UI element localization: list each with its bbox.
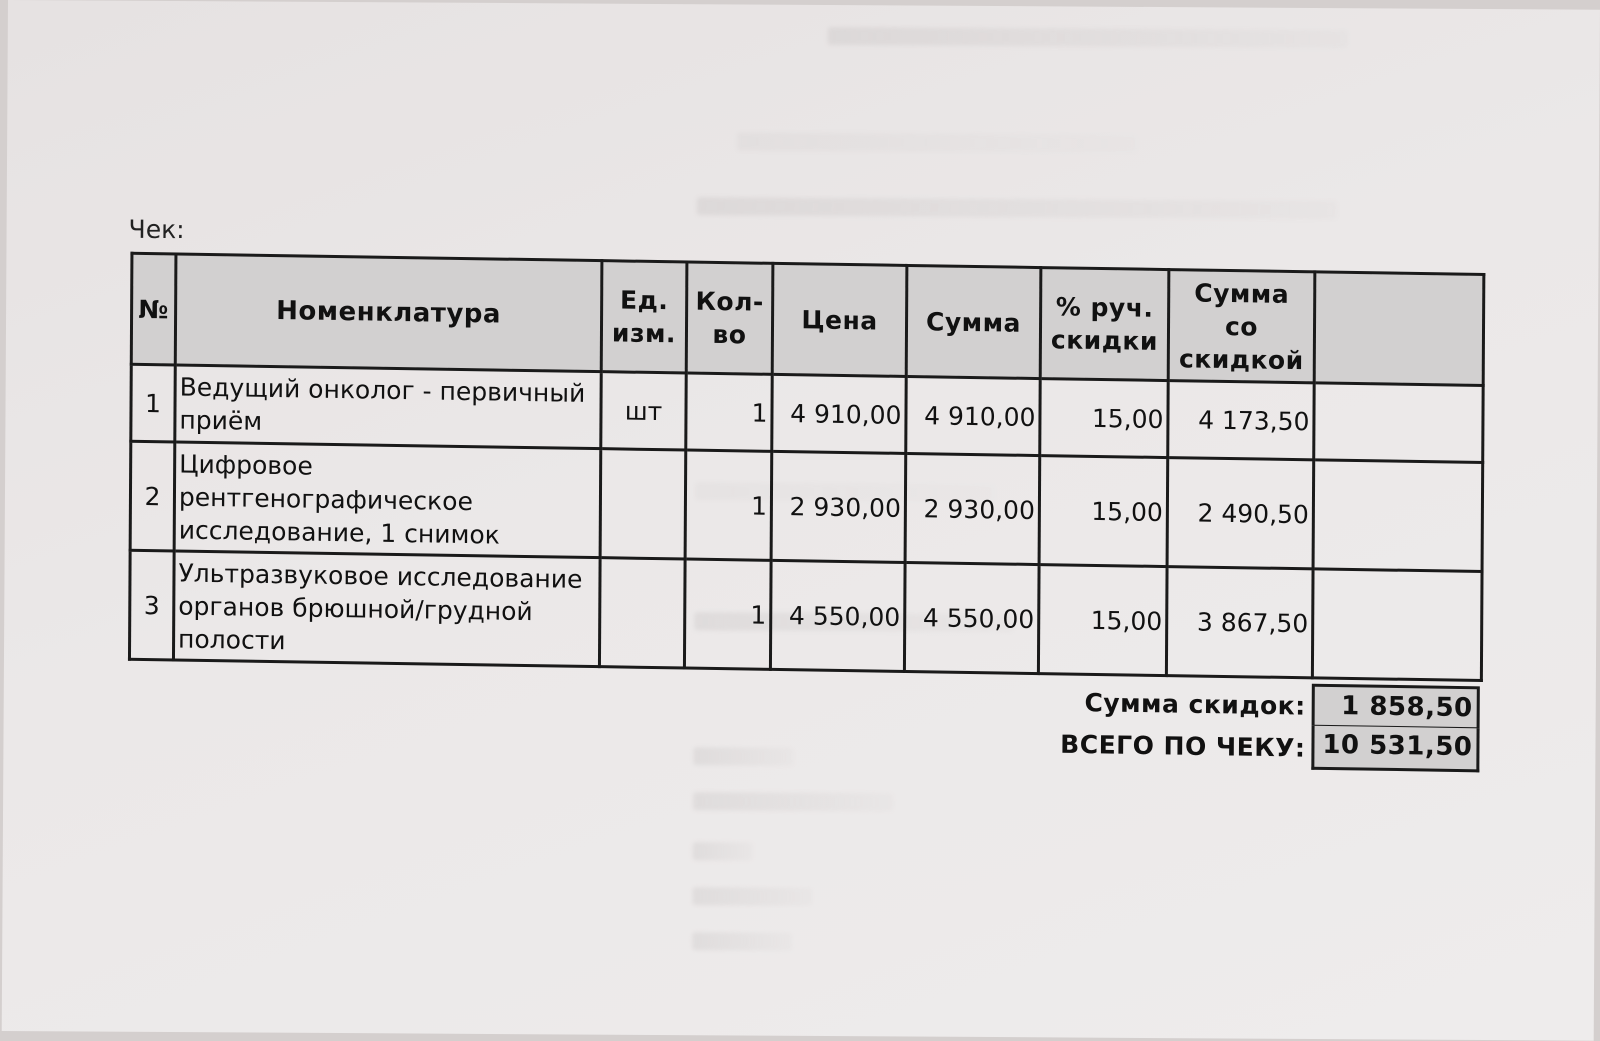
row-price: 4 910,00 [772,374,906,453]
row-qty: 1 [686,373,772,451]
table-header-row [131,253,1484,385]
paper-sheet [2,0,1600,1041]
header-unit [601,261,687,373]
row-total: 3 867,50 [1166,567,1313,678]
row-name: Ультразвуковое исследование органов брюшной/грудной полости [173,551,600,667]
totals-block [923,679,1479,772]
header-discount-line1: % руч. [1055,292,1154,323]
row-num: 3 [129,550,174,660]
row-price: 4 550,00 [770,560,905,671]
row-discount: 15,00 [1039,456,1168,567]
header-unit-line1: Ед. [619,285,669,316]
header-qty-line2: во [712,319,747,350]
row-extra [1312,569,1482,681]
receipt-table [128,252,1485,682]
grand-total-label: ВСЕГО ПО ЧЕКУ: [1060,729,1306,763]
header-qty [686,262,773,374]
header-extra [1314,272,1484,386]
row-sum: 4 910,00 [906,376,1040,455]
discount-total-label: Сумма скидок: [1084,687,1306,721]
row-discount: 15,00 [1038,565,1167,676]
row-total: 2 490,50 [1167,458,1314,569]
header-total-line3: скидкой [1178,343,1304,375]
row-name: Ведущий онколог - первичный приём [175,365,601,449]
row-name: Цифровое рентгенографическое исследование, 1 снимок [174,442,601,558]
row-unit [600,449,686,559]
header-qty-line1: Кол- [695,286,764,317]
receipt-caption: Чек: [128,214,185,245]
row-extra [1313,460,1483,572]
header-unit-line2: изм. [611,318,677,349]
row-sum: 2 930,00 [905,453,1040,564]
table-row [129,550,1482,680]
header-price: Цена [772,263,907,376]
row-num: 1 [131,364,175,442]
grand-total-row [923,721,1479,772]
grand-total-value: 10 531,50 [1311,726,1479,773]
row-total: 4 173,50 [1168,381,1314,460]
header-discount-line2: скидки [1050,325,1159,356]
row-discount: 15,00 [1040,379,1168,458]
header-num: № [131,253,176,365]
header-discount [1040,268,1169,381]
row-qty: 1 [684,559,771,669]
header-name: Номенклатура [175,254,602,372]
table-row [130,441,1483,571]
row-price: 2 930,00 [771,451,906,562]
header-total-line2: со [1224,311,1259,341]
row-sum: 4 550,00 [904,562,1039,673]
discount-total-value: 1 858,50 [1312,684,1480,731]
row-unit [599,558,685,668]
header-total-line1: Сумма [1194,277,1290,309]
header-total [1168,270,1315,383]
row-unit: шт [601,372,686,450]
header-sum: Сумма [906,265,1041,378]
row-num: 2 [130,441,175,551]
row-qty: 1 [685,450,772,560]
row-extra [1314,383,1483,463]
